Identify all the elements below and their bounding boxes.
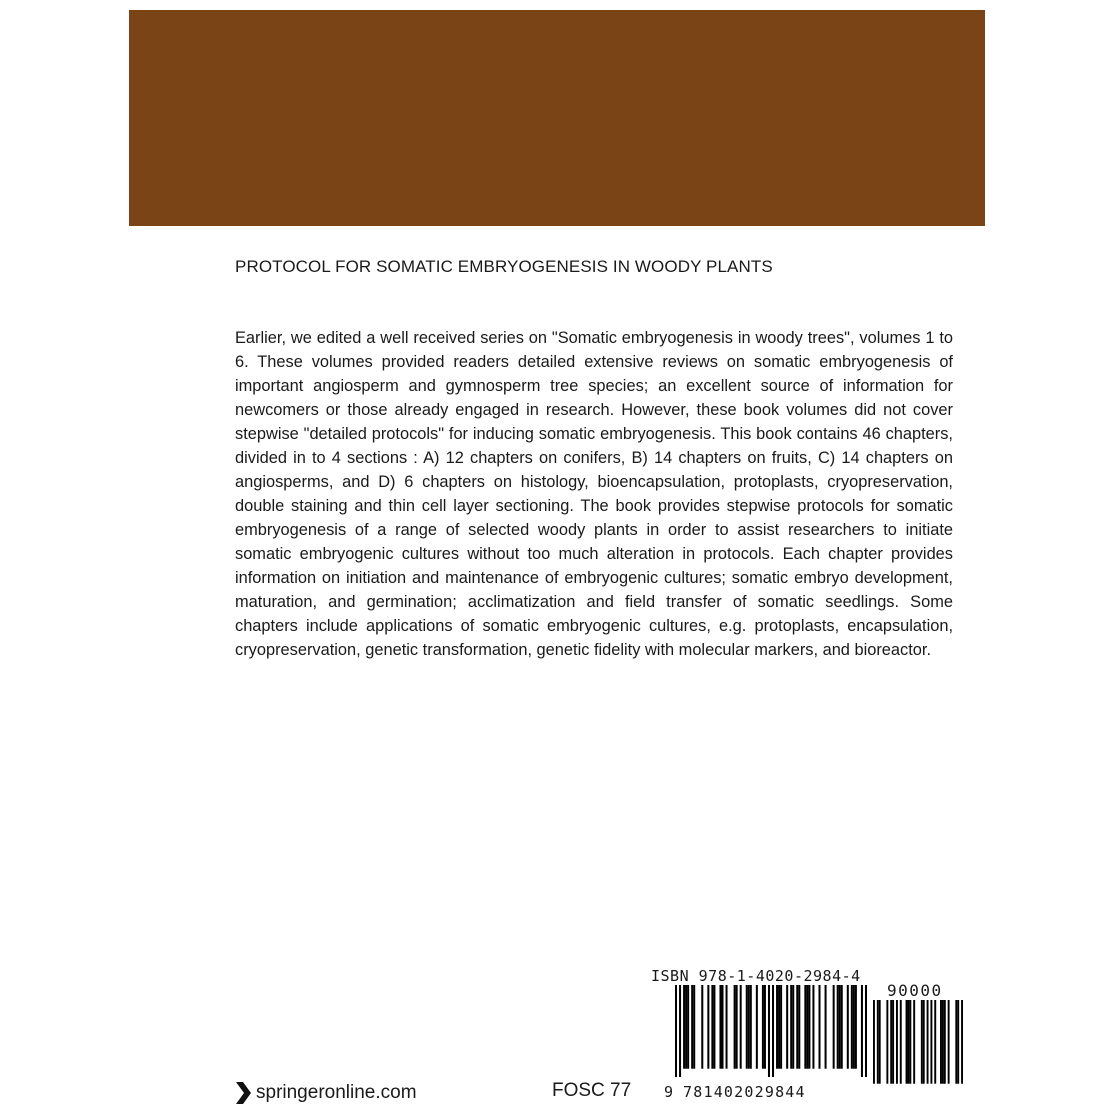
- barcode-bar: [955, 1000, 957, 1084]
- barcode-bar: [713, 985, 715, 1069]
- barcode-bar: [798, 985, 800, 1069]
- barcode-bar: [930, 1000, 932, 1084]
- barcode-bar: [839, 985, 841, 1069]
- barcode-bar: [865, 985, 867, 1077]
- barcode-bar: [907, 1000, 909, 1084]
- barcode-bar: [768, 985, 770, 1077]
- barcode-bar: [778, 985, 780, 1069]
- barcode-bar: [944, 1000, 946, 1084]
- ean13-barcode: [675, 985, 867, 1077]
- barcode-bar: [855, 985, 857, 1069]
- barcode-bar: [790, 985, 792, 1069]
- barcode-bar: [707, 985, 709, 1069]
- barcode-bar: [776, 985, 778, 1069]
- barcode-bar: [796, 985, 798, 1069]
- isbn-label: ISBN 978-1-4020-2984-4: [651, 967, 861, 985]
- barcode-bar: [736, 985, 738, 1069]
- barcode-bar: [873, 1000, 875, 1084]
- barcode-bar: [879, 1000, 881, 1084]
- barcode-bar: [750, 985, 752, 1069]
- barcode-bar: [721, 985, 723, 1069]
- barcode-bar: [934, 1000, 936, 1084]
- barcode-bar: [726, 985, 728, 1069]
- barcode-bar: [734, 985, 736, 1069]
- barcode-bar: [896, 1000, 898, 1084]
- barcode-bar: [923, 1000, 925, 1084]
- barcode-bar: [921, 1000, 923, 1084]
- barcode-bar: [746, 985, 748, 1069]
- book-title: PROTOCOL FOR SOMATIC EMBRYOGENESIS IN WOODY PLANTS: [235, 257, 773, 276]
- barcode-bar: [691, 985, 693, 1069]
- barcode-bar: [890, 1000, 892, 1084]
- barcode-bar: [940, 1000, 942, 1084]
- barcode-bar: [825, 985, 827, 1069]
- barcode-bar: [719, 985, 721, 1069]
- barcode-bar: [748, 985, 750, 1069]
- barcode-bar: [861, 985, 863, 1077]
- barcode-bar: [913, 1000, 915, 1084]
- barcode-bar: [892, 1000, 894, 1084]
- barcode-bar: [909, 1000, 911, 1084]
- barcode-bar: [847, 985, 849, 1069]
- barcode-bar: [886, 1000, 888, 1084]
- barcode-bar: [837, 985, 839, 1069]
- back-cover-blurb: Earlier, we edited a well received series on "Somatic embryogenesis in woody trees", volumes 1 to 6. These volumes provided readers detailed extensive reviews on somatic embryogenesis of important angiosperm and gymnosperm tree species; an excellent source of information for newcomers or those already engaged in research. However, these book volumes did not cover stepwise "detailed protocols" for inducing somatic embryogenesis. This book contains 46 chapters, divided in to 4 sections : A) 12 chapters on conifers, B) 14 chapters on fruits, C) 14 chapters on angiosperms, and D) 6 chapters on histology, bioencapsulation, protoplasts, cryopreservation, double staining and thin cell layer sectioning. The book provides stepwise protocols for somatic embryogenesis of a range of selected woody plants in order to assist researchers to initiate somatic embryogenic cultures without too much alteration in protocols. Each chapter provides information on initiation and maintenance of embryogenic cultures; somatic embryo development, maturation, and germination; acclimatization and field transfer of somatic seedlings. Some chapters include applications of somatic embryogenic cultures, e.g. protoplasts, encapsulation, cryopreservation, genetic transformation, genetic fidelity with molecular markers, and bioreactor.: [235, 329, 953, 659]
- barcode-bar: [683, 985, 685, 1069]
- barcode-bar: [957, 1000, 959, 1084]
- barcode-bar: [740, 985, 742, 1069]
- barcode-bar: [927, 1000, 929, 1084]
- barcode-bar: [833, 985, 835, 1069]
- barcode-digits: 781402029844: [683, 1083, 806, 1101]
- barcode-bar: [906, 1000, 908, 1084]
- barcode-bar: [877, 1000, 879, 1084]
- barcode-bar: [804, 985, 806, 1069]
- barcode-bar: [693, 985, 695, 1069]
- barcode-bar: [685, 985, 687, 1069]
- series-code: FOSC 77: [552, 1080, 632, 1101]
- barcode-bar: [792, 985, 794, 1069]
- barcode-bar: [764, 985, 766, 1069]
- barcode-bar: [701, 985, 703, 1069]
- barcode-bar: [675, 985, 677, 1077]
- barcode-bar: [711, 985, 713, 1069]
- barcode-bar: [948, 1000, 950, 1084]
- addon-barcode: [873, 1000, 963, 1092]
- barcode-bar: [806, 985, 808, 1069]
- barcode-bar: [942, 1000, 944, 1084]
- barcode-bar: [780, 985, 782, 1069]
- barcode-bar: [851, 985, 853, 1069]
- barcode-bar: [961, 1000, 963, 1084]
- barcode-bar: [808, 985, 810, 1069]
- publisher-url[interactable]: springeronline.com: [256, 1082, 417, 1103]
- barcode-bar: [900, 1000, 902, 1084]
- publisher-brand[interactable]: [233, 1079, 417, 1107]
- price-addon-digits: 90000: [887, 981, 943, 1000]
- barcode-bar: [687, 985, 689, 1069]
- barcode-bar: [762, 985, 764, 1069]
- barcode-bar: [679, 985, 681, 1077]
- barcode-bar: [853, 985, 855, 1069]
- chevron-right-icon: [233, 1080, 253, 1106]
- barcode-bar: [818, 985, 820, 1069]
- barcode-first-digit: 9: [664, 1083, 674, 1101]
- barcode-bar: [786, 985, 788, 1069]
- barcode-bar: [756, 985, 758, 1069]
- barcode-bar: [841, 985, 843, 1069]
- barcode-bar: [812, 985, 814, 1069]
- barcode-bar: [772, 985, 774, 1077]
- cover-banner: [129, 10, 985, 226]
